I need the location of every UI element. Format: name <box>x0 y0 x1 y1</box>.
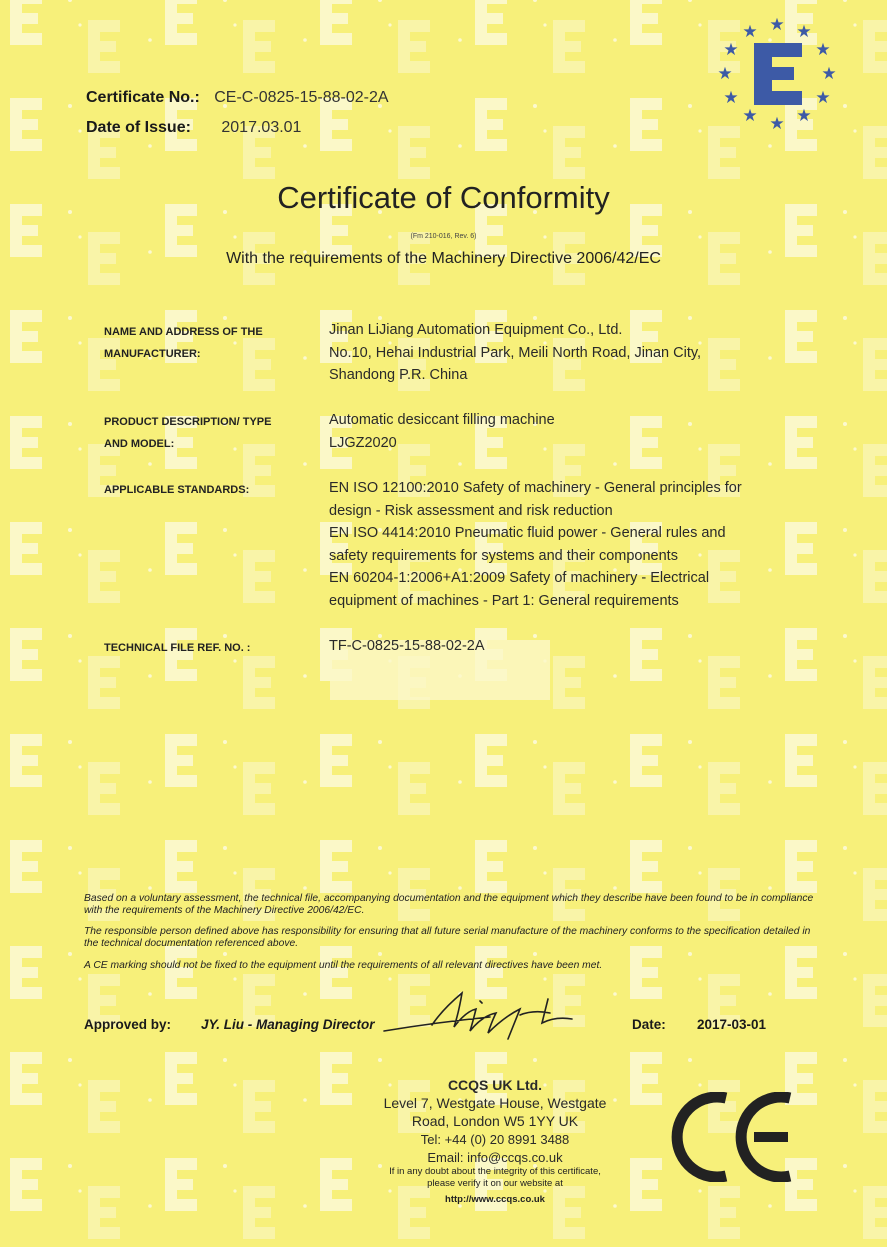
svg-text:★: ★ <box>796 22 812 42</box>
manufacturer-label-line: NAME AND ADDRESS OF THE <box>104 326 263 338</box>
svg-text:★: ★ <box>815 40 831 60</box>
issuer-email: Email: info@ccqs.co.uk <box>427 1150 563 1165</box>
manufacturer-line: Shandong P.R. China <box>329 367 468 383</box>
svg-text:★: ★ <box>769 15 785 35</box>
product-value <box>329 409 799 454</box>
certificate-number: CE-C-0825-15-88-02-2A <box>214 89 389 106</box>
issuer-address-line: Level 7, Westgate House, Westgate <box>383 1095 607 1111</box>
standards-value <box>329 477 799 612</box>
issuer-website: http://www.ccqs.co.uk <box>445 1194 545 1205</box>
product-label <box>104 411 314 455</box>
svg-text:★: ★ <box>742 106 758 126</box>
statement-compliance: Based on a voluntary assessment, the technical file, accompanying documentation and the equipment which they describe have been found to be in compliance with the requirements of the Machinery Directive 2006/42/EC. <box>84 893 814 916</box>
verification-note-line: If in any doubt about the integrity of this certificate, <box>389 1166 601 1177</box>
standard-line: safety requirements for systems and their components <box>329 547 678 564</box>
svg-text:★: ★ <box>815 88 831 108</box>
approver-name: JY. Liu - Managing Director <box>201 1017 375 1032</box>
manufacturer-value <box>329 319 799 387</box>
product-label-line: PRODUCT DESCRIPTION/ TYPE <box>104 416 272 428</box>
standard-line: EN 60204-1:2006+A1:2009 Safety of machinery - Electrical <box>329 570 710 586</box>
svg-text:★: ★ <box>717 64 733 84</box>
technical-file-label: TECHNICAL FILE REF. NO. : <box>104 642 251 654</box>
issuer-phone: Tel: +44 (0) 20 8991 3488 <box>420 1132 570 1147</box>
certificate-number-row <box>86 89 389 107</box>
approved-by-label: Approved by: <box>84 1017 172 1032</box>
verification-note-line: please verify it on our website at <box>427 1177 563 1189</box>
svg-text:★: ★ <box>796 106 812 126</box>
svg-text:★: ★ <box>723 40 739 60</box>
issuer-name: CCQS UK Ltd. <box>447 1077 543 1093</box>
svg-text:★: ★ <box>723 88 739 108</box>
manufacturer-line: Jinan LiJiang Automation Equipment Co., Ltd. <box>329 322 623 338</box>
statement-responsibility: The responsible person defined above has responsibility for ensuring that all future serial manufacture of the machinery conforms to the specification detailed in the technical documentation referenced above. <box>84 926 811 949</box>
svg-text:★: ★ <box>769 114 785 134</box>
standard-line: EN ISO 12100:2010 Safety of machinery - General principles for <box>329 480 742 496</box>
certificate-subtitle: With the requirements of the Machinery Directive 2006/42/EC <box>226 250 661 267</box>
form-reference: (Fm 210-016, Rev. 6) <box>410 233 477 240</box>
issue-date-row <box>86 119 301 137</box>
standard-line: design - Risk assessment and risk reduction <box>329 502 613 519</box>
approval-date: 2017-03-01 <box>697 1017 767 1032</box>
certificate-title: Certificate of Conformity <box>277 180 610 215</box>
manufacturer-label <box>104 321 314 365</box>
standards-label: APPLICABLE STANDARDS: <box>104 484 250 496</box>
issuer-address <box>340 1094 650 1130</box>
issue-date: 2017.03.01 <box>221 119 302 136</box>
product-description: Automatic desiccant filling machine <box>329 412 555 428</box>
manufacturer-line: No.10, Hehai Industrial Park, Meili North Road, Jinan City, <box>329 344 702 361</box>
manufacturer-label-line: MANUFACTURER: <box>104 348 201 360</box>
product-label-line: AND MODEL: <box>104 438 175 450</box>
issue-date-label: Date of Issue: <box>86 119 191 136</box>
svg-text:★: ★ <box>821 64 837 84</box>
product-model: LJGZ2020 <box>329 434 397 451</box>
technical-file-value: TF-C-0825-15-88-02-2A <box>329 638 485 654</box>
date-label: Date: <box>632 1017 666 1032</box>
verification-note <box>340 1166 650 1189</box>
certificate-number-label: Certificate No.: <box>86 89 200 106</box>
standard-line: equipment of machines - Part 1: General requirements <box>329 592 679 609</box>
issuer-address-line: Road, London W5 1YY UK <box>411 1113 579 1129</box>
standard-line: EN ISO 4414:2010 Pneumatic fluid power - General rules and <box>329 525 726 541</box>
signature-image <box>380 985 590 1045</box>
svg-text:★: ★ <box>742 22 758 42</box>
ccqs-logo-icon <box>712 8 842 138</box>
statement-ce-marking: A CE marking should not be fixed to the equipment until the requirements of all relevant directives have been met. <box>84 960 603 971</box>
ce-mark-icon <box>668 1092 800 1182</box>
